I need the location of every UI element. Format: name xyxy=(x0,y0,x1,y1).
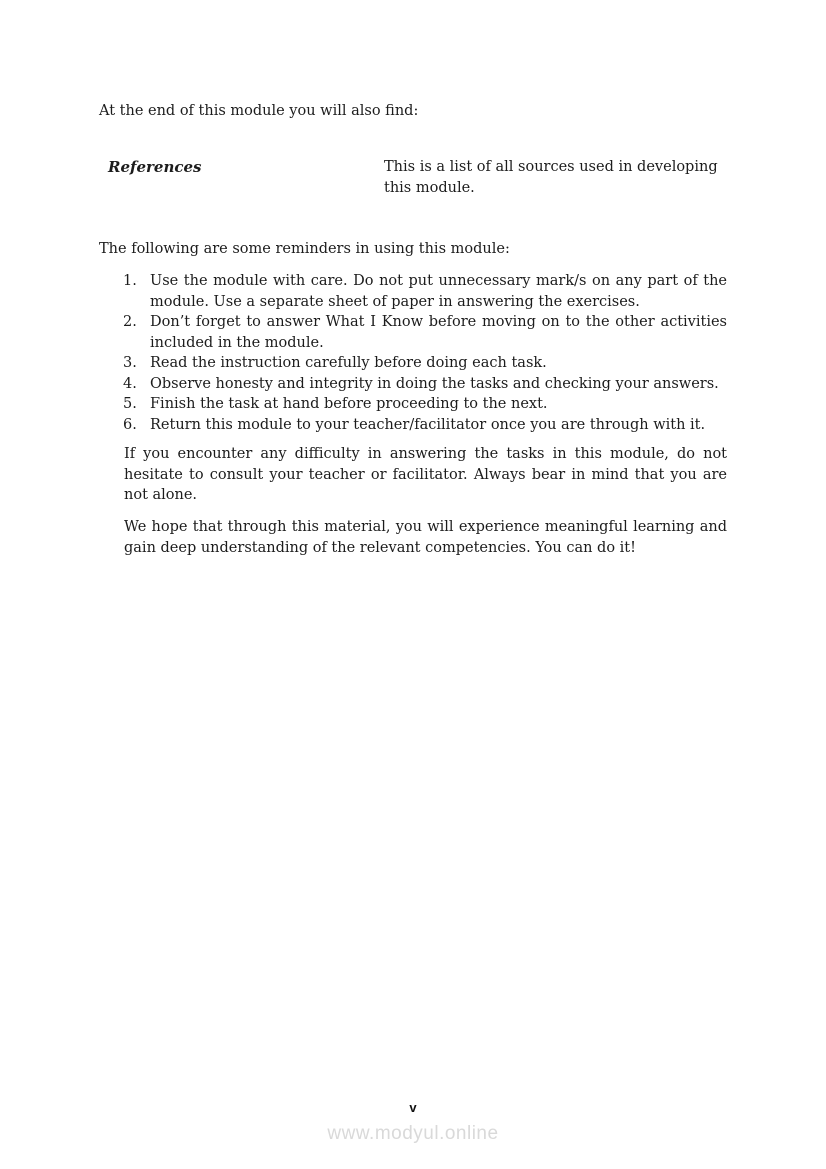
paragraph-encounter-difficulty: If you encounter any difficulty in answering the tasks in this module, do not hesitate to consult your teacher or facilitator. Always bear in mind that you are not alone. xyxy=(124,446,727,503)
paragraph-we-hope: We hope that through this material, you will experience meaningful learning and gain deep understanding of the relevant competencies. You can do it! xyxy=(124,519,727,556)
page-number: v xyxy=(409,1100,417,1115)
reminder-list xyxy=(123,271,727,435)
list-item-number: 4. xyxy=(123,375,137,392)
list-item-text: Finish the task at hand before proceeding to the next. xyxy=(150,396,548,412)
watermark-text: www.modyul.online xyxy=(327,1123,499,1144)
list-item-text: Don’t forget to answer What I Know before moving on to the other activities included in the module. xyxy=(150,314,727,351)
list-item xyxy=(123,374,727,395)
list-item-text: Read the instruction carefully before doing each task. xyxy=(150,355,547,371)
list-item xyxy=(123,312,727,353)
list-item-text: Observe honesty and integrity in doing the tasks and checking your answers. xyxy=(150,375,719,392)
intro-line: At the end of this module you will also find: xyxy=(99,103,419,119)
list-item-number: 1. xyxy=(123,273,137,289)
references-row xyxy=(108,157,727,198)
list-item-number: 2. xyxy=(123,314,137,330)
list-item xyxy=(123,271,727,312)
list-item xyxy=(123,415,727,436)
list-item-number: 6. xyxy=(123,416,137,433)
list-item xyxy=(123,394,727,415)
list-item-text: Use the module with care. Do not put unnecessary mark/s on any part of the module. Use a separate sheet of paper in answering the exercises. xyxy=(150,273,727,310)
reminders-intro: The following are some reminders in using this module: xyxy=(99,241,510,257)
list-item-number: 5. xyxy=(123,396,137,412)
references-description: This is a list of all sources used in developing this module. xyxy=(384,159,718,196)
list-item xyxy=(123,353,727,374)
list-item-text: Return this module to your teacher/facilitator once you are through with it. xyxy=(150,416,706,433)
references-label: References xyxy=(108,158,202,176)
list-item-number: 3. xyxy=(123,355,137,371)
